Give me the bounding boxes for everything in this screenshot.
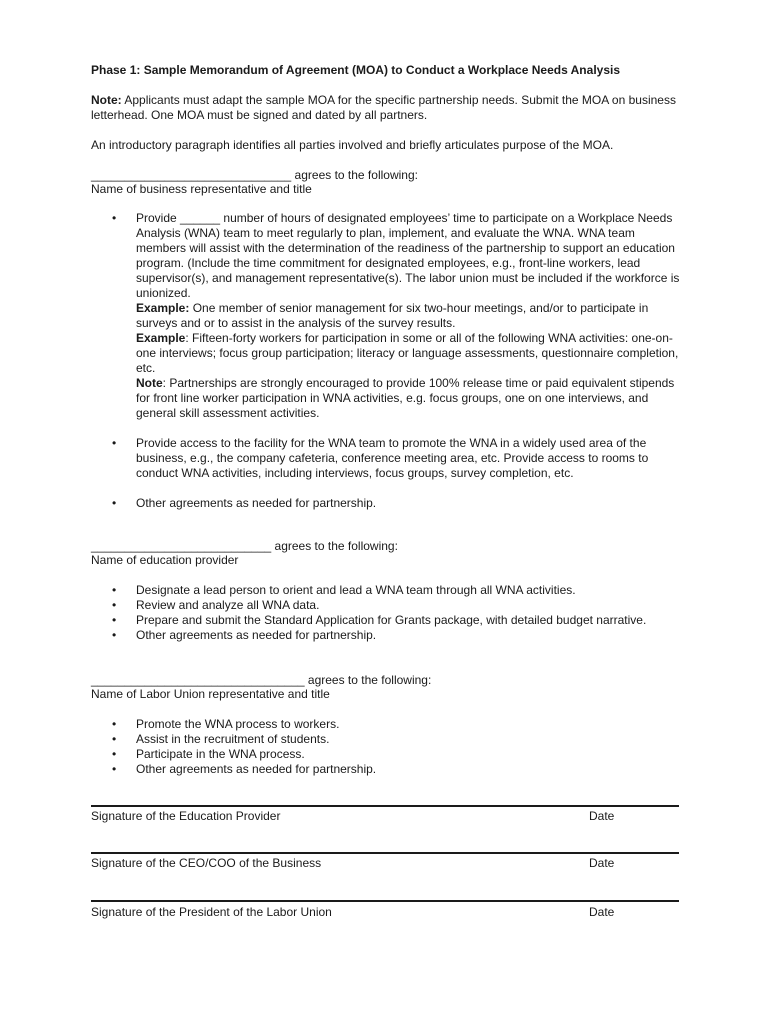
note-paragraph (91, 93, 691, 123)
note-label: Note: (91, 93, 122, 107)
list-item: • Assist in the recruitment of students. (108, 732, 683, 747)
education-name-label: Name of education provider (91, 553, 239, 567)
union-agree-line: ________________________________ agrees to the following: (91, 673, 432, 687)
business-agree-line: ______________________________ agrees to the following: (91, 168, 418, 182)
union-bullet-list (108, 717, 683, 777)
page-title: Phase 1: Sample Memorandum of Agreement (MOA) to Conduct a Workplace Needs Analysis (91, 63, 621, 77)
signature-line-union (91, 900, 679, 902)
list-item: • Other agreements as needed for partnership. (108, 628, 683, 643)
note-text: Applicants must adapt the sample MOA for the specific partnership needs. Submit the MOA on business letterhead. One MOA must be signed and dated by all partners. (91, 93, 676, 122)
signature-label-education: Signature of the Education Provider (91, 809, 281, 823)
list-item: • Review and analyze all WNA data. (108, 598, 683, 613)
example-2-label: Example (136, 331, 186, 345)
business-bullet-1-text: • Provide ______ number of hours of designated employees’ time to participate on a Workplace Needs Analysis (WNA) team to meet regularly to plan, implement, and evaluate the WNA. WNA team members will assist with the determination of the readiness of the partnership to support an education program. (Include the time commitment for designated employees, e.g., front-line workers, lead supervisor(s), and management representative(s). The labor union must be included if the workforce is unionized. (136, 211, 680, 300)
intro-paragraph: An introductory paragraph identifies all parties involved and briefly articulates purpose of the MOA. (91, 138, 614, 152)
business-name-label: Name of business representative and title (91, 182, 312, 196)
list-item: • Prepare and submit the Standard Application for Grants package, with detailed budget narrative. (108, 613, 683, 628)
list-item: • Provide access to the facility for the WNA team to promote the WNA in a widely used area of the business, e.g., the company cafeteria, conference meeting area, etc. Provide access to rooms to conduct WNA activities, including interviews, focus groups, survey completion, etc. (108, 436, 683, 481)
example-1-label: Example: (136, 301, 190, 315)
business-bullet-list (108, 211, 683, 511)
list-item: • Promote the WNA process to workers. (108, 717, 683, 732)
education-agree-line: ___________________________ agrees to the following: (91, 539, 398, 553)
example-1 (136, 301, 683, 331)
list-item (108, 211, 683, 421)
bullet-note-label: Note (136, 376, 163, 390)
list-item: • Other agreements as needed for partnership. (108, 496, 683, 511)
date-label-union: Date (589, 905, 615, 919)
education-bullet-list (108, 583, 683, 643)
date-label-education: Date (589, 809, 615, 823)
signature-label-business: Signature of the CEO/COO of the Business (91, 856, 322, 870)
signature-label-union: Signature of the President of the Labor Union (91, 905, 332, 919)
union-name-label: Name of Labor Union representative and title (91, 687, 330, 701)
signature-line-education (91, 805, 679, 807)
list-item: • Participate in the WNA process. (108, 747, 683, 762)
bullet-note-text: : Partnerships are strongly encouraged to provide 100% release time or paid equivalent stipends for front line worker participation in WNA activities, e.g. focus groups, one on one interviews, and general skill assessment activities. (136, 376, 675, 420)
list-item: • Other agreements as needed for partnership. (108, 762, 683, 777)
date-label-business: Date (589, 856, 615, 870)
example-2 (136, 331, 683, 376)
example-2-text: : Fifteen-forty workers for participation in some or all of the following WNA activities: one-on-one interviews; focus group participation; literacy or language assessments, questionnaire completion, etc. (136, 331, 679, 375)
bullet-note (136, 376, 683, 421)
signature-line-business (91, 852, 679, 854)
example-1-text: One member of senior management for six two-hour meetings, and/or to participate in surveys and or to assist in the analysis of the survey results. (136, 301, 649, 330)
list-item: • Designate a lead person to orient and lead a WNA team through all WNA activities. (108, 583, 683, 598)
